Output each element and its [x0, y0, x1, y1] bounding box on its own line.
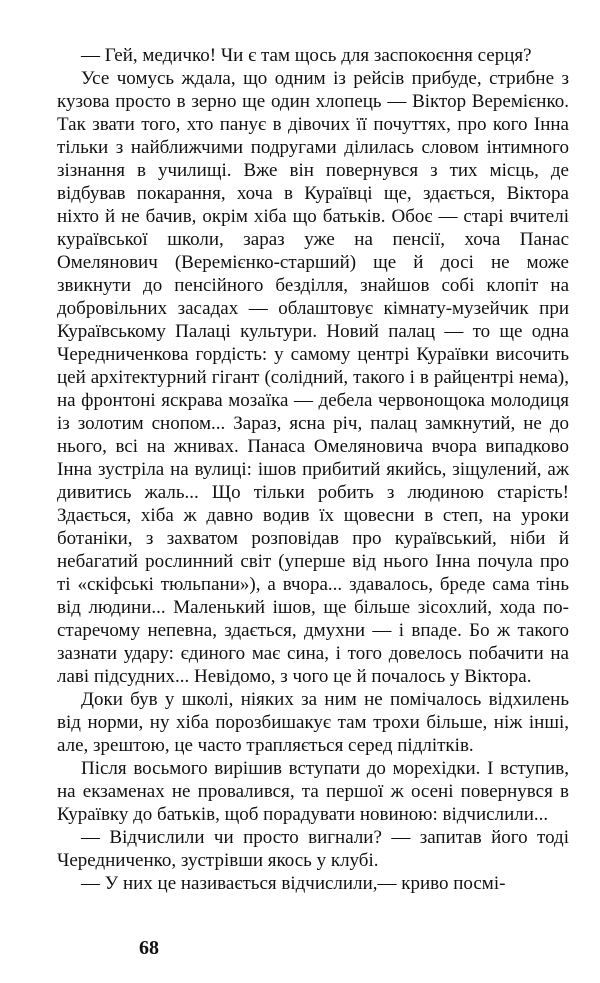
paragraph-viktor-veremiienko: Усе чомусь ждала, що одним із рейсів прибуде, стрибне з кузова просто в зерно ще один хлопець — Віктор Веремієнко. Так звати того, хто панує в дівочих її почуттях, про кого Інна тільки з найближчими подругами ділилась словом інтимного зізнання в училищі. Вже він повернувся з тих місць, де відбував покарання, хоча в Кураївці ще, здається, Віктора ніхто й не бачив, окрім хіба що батьків. Обоє — старі вчителі кураївської школи, зараз уже на пенсії, хоча Панас Омелянович (Веремієнко-старший) ще й досі не може звикнути до пенсійного безділля, знайшов собі клопіт на добровільних засадах — облаштовує кімнату-музейчик при Кураївському Палаці культури. Новий палац — то ще одна Чередниченкова гордість: у самому центрі Кураївки височить цей архітектурний гігант (солідний, такого і в райцентрі нема), на фронтоні яскрава мозаїка — дебела червонощока молодиця із золотим снопом... Зараз, ясна річ, палац замкнутий, не до нього, всі на жнивах. Панаса Омеляновича вчора випадково Інна зустріла на вулиці: ішов прибитий якийсь, зіщулений, аж дивитись жаль... Що тільки робить з людиною старість! Здається, хіба ж давно водив їх щовесни в степ, на уроки ботаніки, з захватом розповідав про кураївський, ніби й небагатий рослинний світ (уперше від нього Інна почула про ті «скіфські тюльпани»), а вчора... здавалось, бреде сама тінь від людини... Маленький ішов, ще більше зісохлий, хода по-старечому непевна, здається, дмухни — і впаде. Бо ж такого зазнати удару: єдиного має сина, і того довелось побачити на лаві підсудних... Невідомо, з чого це й почалось у Віктора. [57, 68, 569, 687]
paragraph-dialogue-expelled: — Відчислили чи просто вигнали? — запитав його тоді Чередниченко, зустрівши якось у клубі. [57, 827, 569, 871]
paragraph-school-years: Доки був у школі, ніяких за ним не помічалось відхилень від норми, ну хіба порозбишакує там трохи більше, ніж інші, але, зрештою, це часто трапляється серед підлітків. [57, 689, 569, 756]
paragraph-naval-school: Після восьмого вирішив вступати до морехідки. І вступив, на екзаменах не провалився, та першої ж осені повернувся в Кураївку до батьків, щоб порадувати новиною: відчислили... [57, 758, 569, 825]
page-body-text [57, 44, 569, 895]
paragraph-dialogue-reply: — У них це називається відчислили,— криво посмі- [81, 873, 506, 894]
paragraph-dialogue-medic: — Гей, медичко! Чи є там щось для заспокоєння серця? [81, 45, 532, 66]
page-number: 68 [139, 937, 159, 959]
